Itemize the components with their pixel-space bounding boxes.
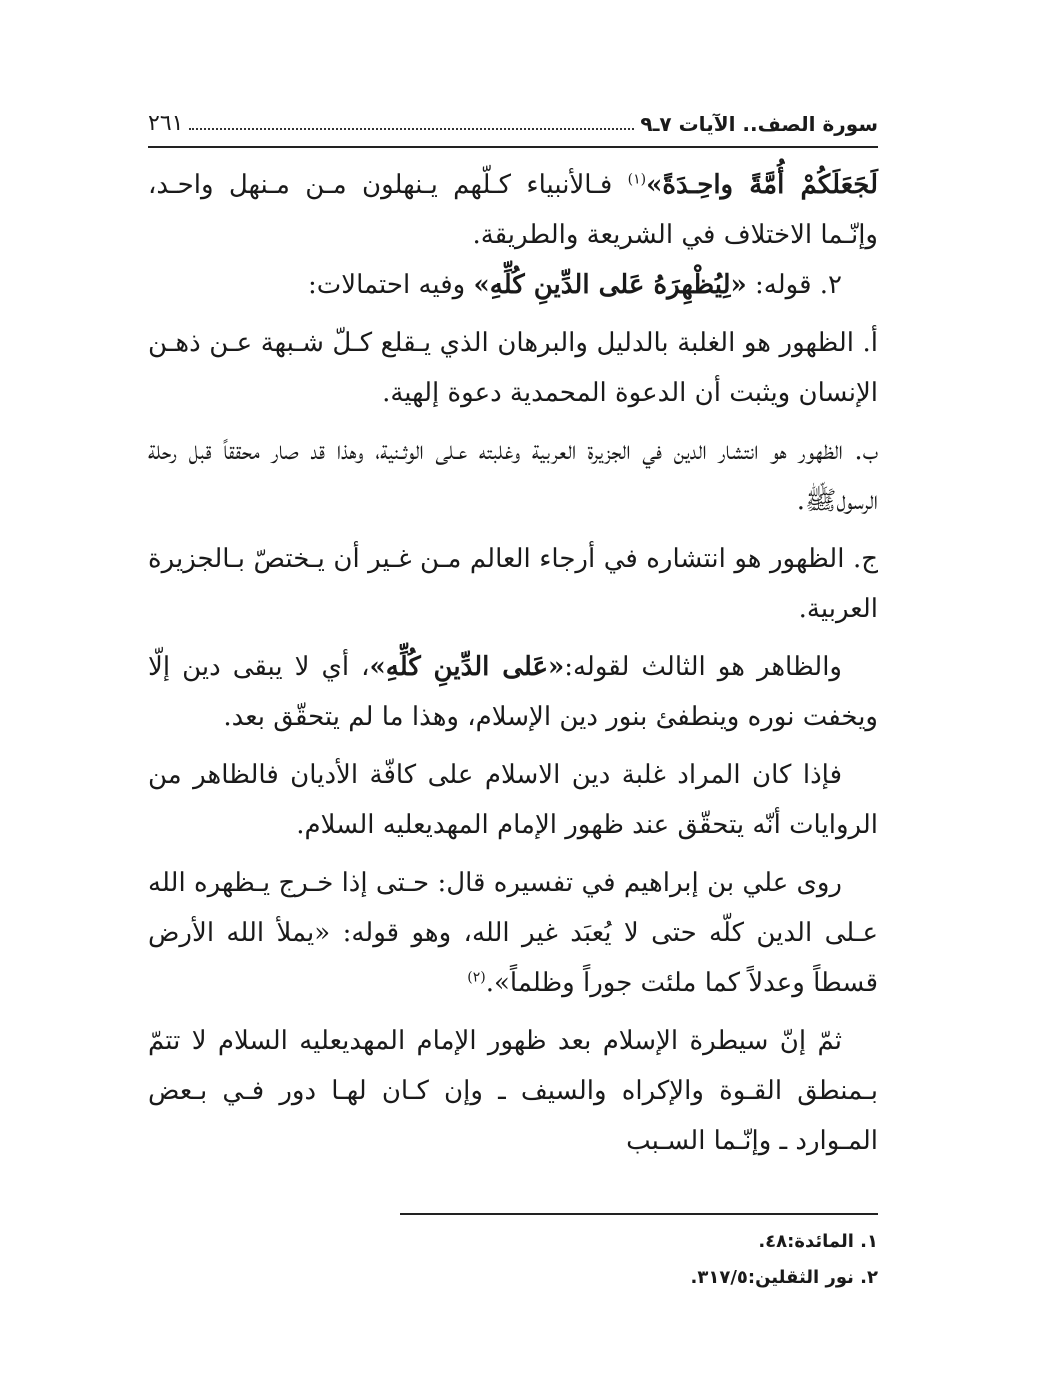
paragraph [148, 260, 878, 310]
page-header [148, 100, 878, 136]
paragraph [148, 642, 878, 742]
page-number: ٢٦١ [148, 111, 184, 136]
paragraph [148, 318, 878, 418]
quran-quote: «لِيُظْهِرَهُ عَلى الدِّينِ كُلِّهِ» [473, 270, 747, 300]
paragraph-text: ب. الظهور هو انتشار الدين في الجزيرة العربية وغلبته عـلى الوثـنية، وهذا قد صار محققاً قبل رحلة الرسول‏ﷺ. [148, 436, 878, 516]
paragraph [148, 534, 878, 634]
footnote-marker: (٢) [467, 969, 486, 986]
footnote: ١. المائدة:٤٨. [758, 1231, 878, 1252]
paragraph-text: روى علي بن إبراهيم في تفسيره قال: حـتى إذا خـرج يـظهره الله عـلى الدين كلّه حتى لا يُعبَد غير الله، وهو قوله: «يملأ الله الأرض قسطاً وعدلاً كما ملئت جوراً وظلماً». [148, 868, 878, 998]
footnote-marker: (١) [627, 171, 647, 188]
paragraph [148, 160, 878, 260]
running-title: سورة الصف.. الآيات ٧ـ٩ [640, 112, 878, 136]
footnotes [148, 1224, 878, 1296]
footnote-rule [400, 1213, 878, 1215]
paragraph-text: فـالأنبياء كـلّهم يـنهلون مـن مـنهل واحـد، وإنّـما الاختلاف في الشريعة والطريقة. [148, 170, 878, 250]
paragraph [148, 858, 878, 1008]
paragraph-text: ٢. قوله: [746, 270, 842, 300]
paragraph-text: ، أي لا يبقى دين إلّا ويخفت نوره وينطفئ بنور دين الإسلام، وهذا ما لم يتحقّق بعد. [148, 652, 878, 732]
paragraph-text: والظاهر هو الثالث لقوله: [564, 652, 842, 682]
header-dot-leader [189, 128, 634, 130]
paragraph [148, 1016, 878, 1166]
paragraph [148, 750, 878, 850]
page-body [148, 160, 878, 1166]
paragraph-text: ثمّ إنّ سيطرة الإسلام بعد ظهور الإمام المهدي‏عليه السلام لا تتمّ بـمنطق القـوة والإكراه والسيف ـ وإن كـان لهـا دور فـي بـعض المـوارد ـ وإنّـما السـبب [148, 1026, 878, 1156]
paragraph [148, 426, 878, 526]
paragraph-text: وفيه احتمالات: [308, 270, 474, 300]
quran-quote: «عَلى الدِّينِ كُلِّهِ» [369, 652, 565, 682]
quran-quote: لَجَعَلَكُمْ أُمَّةً واحِـدَةً» [646, 170, 878, 200]
paragraph-text: أ. الظهور هو الغلبة بالدليل والبرهان الذي يـقلع كـلّ شـبهة عـن ذهـن الإنسان ويثبت أن الدعوة المحمدية دعوة إلهية. [148, 328, 878, 408]
paragraph-text: فإذا كان المراد غلبة دين الاسلام على كافّة الأديان فالظاهر من الروايات أنّه يتحقّق عند ظهور الإمام المهدي‏عليه السلام. [148, 760, 878, 840]
footnote: ٢. نور الثقلين:٣١٧/٥. [690, 1267, 878, 1288]
paragraph-text: ج. الظهور هو انتشاره في أرجاء العالم مـن غـير أن يـختصّ بـالجزيرة العربية. [148, 544, 878, 624]
header-rule [148, 146, 878, 148]
